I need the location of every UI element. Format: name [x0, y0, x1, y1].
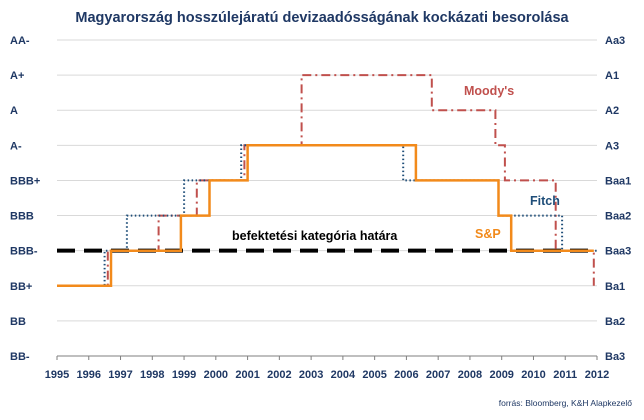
- right-axis: [605, 35, 631, 363]
- left-tick-label: A: [10, 105, 18, 118]
- right-tick-label: Ba3: [605, 351, 626, 363]
- x-tick-label: 2008: [457, 369, 483, 381]
- left-tick-label: BB+: [10, 280, 33, 293]
- chart-title: Magyarország hosszúlejáratú devizaadósságának kockázati besorolása: [75, 10, 569, 26]
- left-tick-label: BBB-: [10, 245, 38, 258]
- right-tick-label: Baa2: [605, 210, 632, 223]
- left-tick-label: BB: [10, 315, 26, 328]
- right-tick-label: Baa1: [605, 175, 632, 188]
- x-tick-label: 2003: [298, 369, 324, 381]
- x-tick-label: 1999: [171, 369, 197, 381]
- right-tick-label: Baa3: [605, 245, 632, 258]
- x-tick-label: 2007: [425, 369, 451, 381]
- left-axis: [10, 35, 40, 363]
- right-tick-label: A3: [605, 140, 620, 153]
- x-tick-label: 1995: [44, 369, 70, 381]
- right-tick-label: Ba1: [605, 280, 626, 293]
- left-tick-label: BBB: [10, 210, 34, 223]
- left-tick-label: AA-: [10, 35, 30, 47]
- right-tick-label: A2: [605, 105, 620, 118]
- right-tick-label: Ba2: [605, 315, 626, 328]
- x-tick-label: 2002: [267, 369, 292, 381]
- right-tick-label: Aa3: [605, 35, 626, 47]
- left-tick-label: A+: [10, 70, 25, 83]
- fitch-label: Fitch: [530, 194, 560, 208]
- source-note: forrás: Bloomberg, K&H Alapkezelő: [498, 398, 632, 408]
- right-tick-label: A1: [605, 70, 620, 83]
- x-tick-label: 2010: [521, 369, 546, 381]
- moodys-label: Moody's: [464, 84, 515, 98]
- threshold-label: befektetési kategória határa: [232, 229, 398, 243]
- x-tick-label: 2009: [489, 369, 514, 381]
- x-tick-label: 2000: [203, 369, 229, 381]
- x-tick-label: 2005: [362, 369, 387, 381]
- x-tick-label: 1997: [108, 369, 133, 381]
- grid-lines: [57, 40, 597, 356]
- x-tick-label: 2006: [394, 369, 419, 381]
- x-tick-label: 1998: [140, 369, 165, 381]
- x-tick-label: 2012: [584, 369, 610, 381]
- left-tick-label: BB-: [10, 351, 30, 363]
- x-tick-label: 2004: [330, 369, 356, 381]
- x-tick-label: 1996: [76, 369, 102, 381]
- left-tick-label: BBB+: [10, 175, 41, 188]
- x-tick-label: 2011: [553, 369, 578, 381]
- x-axis: [45, 356, 609, 381]
- sp-label: S&P: [475, 227, 501, 241]
- x-tick-label: 2001: [235, 369, 260, 381]
- left-tick-label: A-: [10, 140, 22, 153]
